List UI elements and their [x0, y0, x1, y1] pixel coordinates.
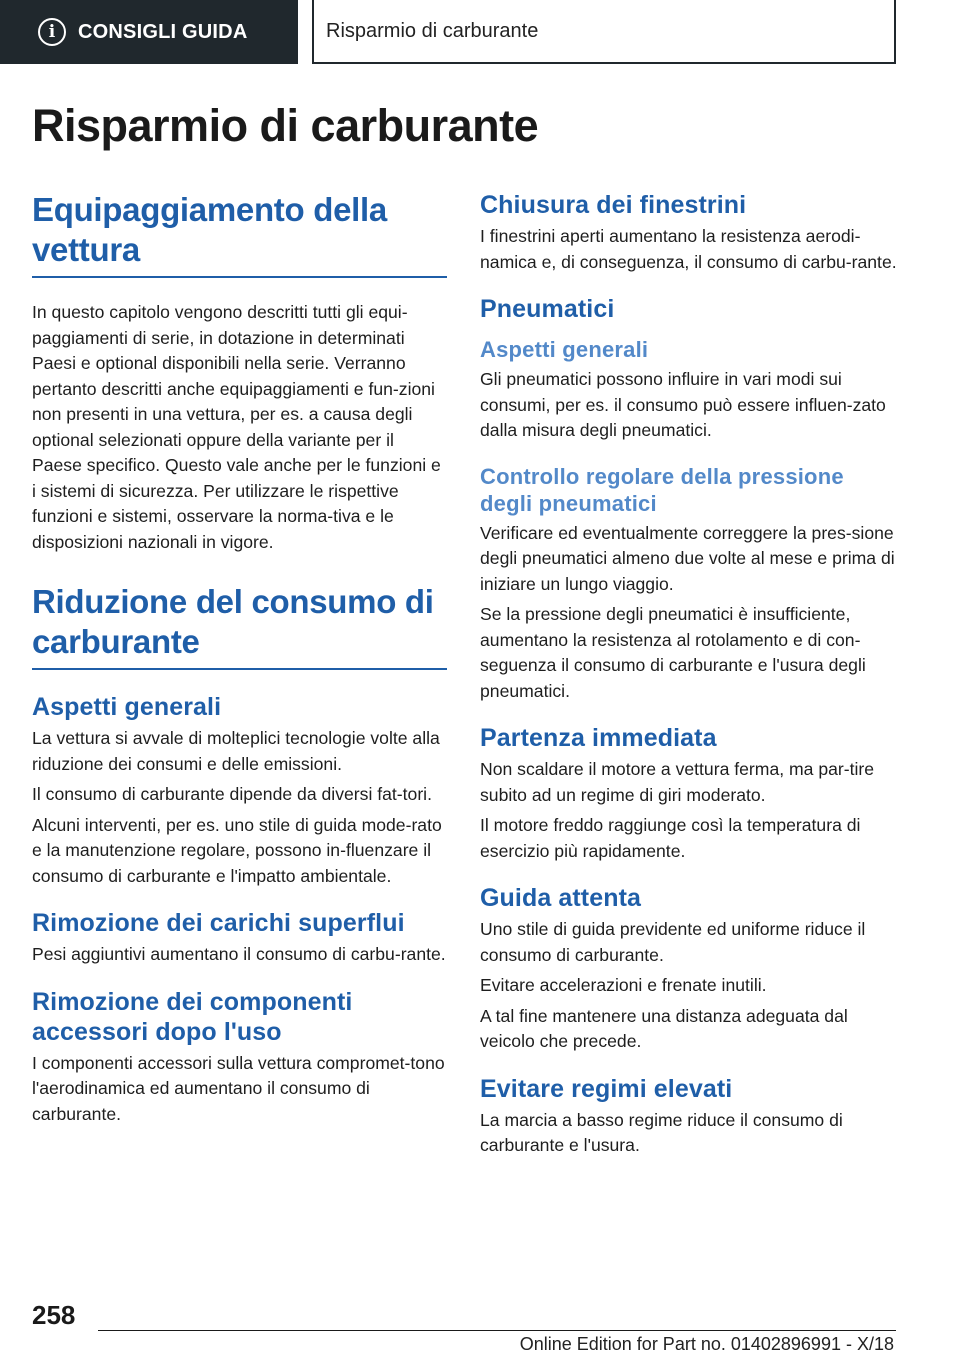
section-header — [312, 0, 896, 64]
subheading-immediate-start: Partenza immediata — [480, 724, 717, 752]
paragraph: Uno stile di guida previdente ed uniforme riduce il consumo di carburante. — [480, 919, 866, 965]
edition-note: Online Edition for Part no. 01402896991 - X/18 — [519, 1334, 894, 1354]
paragraph: Alcuni interventi, per es. uno stile di guida mode-rato e la manutenzione regolare, possono in-fluenzare il consumo di carburante e l'impatto ambientale. — [32, 814, 442, 886]
subheading-general: Aspetti generali — [32, 693, 222, 721]
paragraph: La vettura si avvale di molteplici tecnologie volte alla riduzione dei consumi e delle emissioni. — [32, 728, 440, 774]
left-column — [32, 190, 447, 1132]
paragraph: Non scaldare il motore a vettura ferma, ma par-tire subito ad un regime di giri moderato. — [480, 759, 875, 805]
paragraph: Il motore freddo raggiunge così la temperatura di esercizio più rapidamente. — [480, 815, 861, 861]
subheading-careful-driving: Guida attenta — [480, 884, 642, 912]
subheading-remove-loads: Rimozione dei carichi superflui — [32, 909, 405, 937]
paragraph: La marcia a basso regime riduce il consumo di carburante e l'usura. — [480, 1109, 843, 1155]
paragraph: A tal fine mantenere una distanza adeguata dal veicolo che precede. — [480, 1005, 848, 1051]
section-label: Risparmio di carburante — [326, 19, 539, 42]
subheading-tyre-pressure: Controllo regolare della pressione degli pneumatici — [480, 463, 844, 516]
subheading-close-windows: Chiusura dei finestrini — [480, 191, 747, 219]
footer-divider — [98, 1330, 896, 1331]
subheading-avoid-high-revs: Evitare regimi elevati — [480, 1074, 733, 1103]
paragraph: Evitare accelerazioni e frenate inutili. — [480, 975, 767, 995]
subheading-tyres-general: Aspetti generali — [480, 337, 649, 362]
subheading-remove-accessories: Rimozione dei componenti accessori dopo l'uso — [32, 987, 353, 1046]
paragraph: In questo capitolo vengono descritti tutti gli equi-paggiamenti di serie, in dotazione in determinati Paesi e optional disponibili nella serie. Verranno pertanto descritti anche equipaggiamenti e fun-zioni non presenti in una vettura, per es. a causa degli optional selezionati oppure della variante per il Paese specifico. Questo vale anche per le funzioni e i sistemi di sicurezza. Per utilizzare le rispettive funzioni e sistemi, osservare la norma-tiva e le disposizioni nazionali in vigore. — [32, 302, 441, 552]
page-number: 258 — [32, 1300, 76, 1330]
paragraph: Verificare ed eventualmente correggere la pres-sione degli pneumatici almeno due volte al mese e prima di iniziare un lungo viaggio. — [480, 522, 895, 594]
chapter-label: CONSIGLI GUIDA — [78, 20, 248, 43]
paragraph: I finestrini aperti aumentano la resistenza aerodi-namica e, di conseguenza, il consumo di carbu-rante. — [480, 226, 897, 272]
section-heading-equipment: Equipaggiamento della vettura — [32, 190, 447, 278]
paragraph: Gli pneumatici possono influire in vari modi sui consumi, per es. il consumo può essere influen-zato dalla misura degli pneumatici. — [480, 369, 886, 440]
paragraph: Se la pressione degli pneumatici è insufficiente, aumentano la resistenza al rotolamento e di con-seguenza il consumo di carburante e l'usura degli pneumatici. — [480, 604, 866, 701]
paragraph: Pesi aggiuntivi aumentano il consumo di carbu-rante. — [32, 944, 446, 964]
info-icon: i — [38, 18, 66, 46]
paragraph: I componenti accessori sulla vettura compromet-tono l'aerodinamica ed aumentano il consumo di carburante. — [32, 1052, 445, 1124]
page-title: Risparmio di carburante — [32, 100, 539, 151]
subheading-tyres: Pneumatici — [480, 295, 615, 323]
right-column — [480, 190, 900, 1164]
section-heading-fuel-reduction: Riduzione del consumo di carburante — [32, 582, 447, 670]
paragraph: Il consumo di carburante dipende da diversi fat-tori. — [32, 784, 432, 804]
chapter-tab — [0, 0, 298, 64]
